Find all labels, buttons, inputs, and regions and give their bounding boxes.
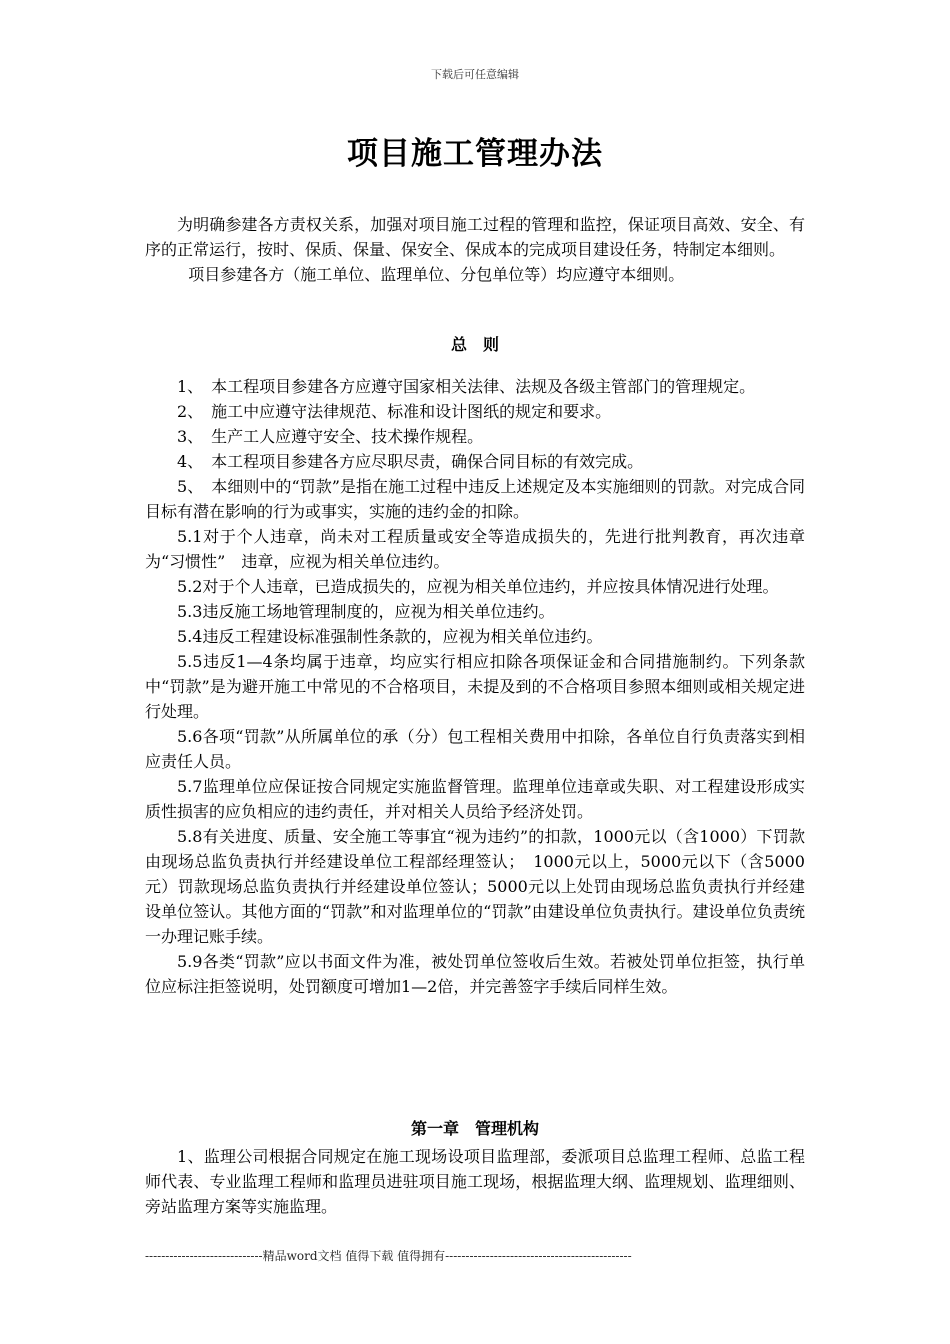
chapter1-heading: 第一章 管理机构 (410, 1119, 539, 1138)
page-title: 项目施工管理办法 (347, 136, 603, 172)
general-heading: 总 则 (450, 335, 499, 354)
intro-paragraph-1: 为明确参建各方责权关系，加强对项目施工过程的管理和监控，保证项目高效、安全、有序的正常运行，按时、保质、保量、保安全、保成本的完成项目建设任务，特制定本细则。 (145, 215, 805, 259)
rule-1: 1、 本工程项目参建各方应遵守国家相关法律、法规及各级主管部门的管理规定。 (177, 377, 756, 396)
chapter1-item-1: 1、监理公司根据合同规定在施工现场设项目监理部，委派项目总监理工程师、总监工程师代表、专业监理工程师和监理员进驻项目施工现场，根据监理大纲、监理规划、监理细则、旁站监理方案等实施监理。 (145, 1147, 805, 1216)
rule-5: 5、 本细则中的“罚款”是指在施工过程中违反上述规定及本实施细则的罚款。对完成合同目标有潜在影响的行为或事实，实施的违约金的扣除。 (145, 477, 805, 521)
rule-5-5: 5.5违反1—4条均属于违章，均应实行相应扣除各项保证金和合同措施制约。下列条款中“罚款”是为避开施工中常见的不合格项目，未提及到的不合格项目参照本细则或相关规定进行处理。 (145, 652, 805, 721)
general-rules (145, 374, 805, 999)
intro-paragraph-2: 项目参建各方（施工单位、监理单位、分包单位等）均应遵守本细则。 (188, 265, 685, 284)
rule-5-4: 5.4违反工程建设标准强制性条款的，应视为相关单位违约。 (177, 627, 603, 646)
rule-5-6: 5.6各项“罚款”从所属单位的承（分）包工程相关费用中扣除，各单位自行负责落实到相应责任人员。 (145, 727, 805, 771)
rule-2: 2、 施工中应遵守法律规范、标准和设计图纸的规定和要求。 (177, 402, 612, 421)
rule-5-8: 5.8有关进度、质量、安全施工等事宜“视为违约”的扣款，1000元以（含1000）下罚款由现场总监负责执行并经建设单位工程部经理签认； 1000元以上，5000元以下（含5000元）罚款现场总监负责执行并经建设单位签认；5000元以上处罚由现场总监负责执行并经建设单位签认。其他方面的“罚款”和对监理单位的“罚款”由建设单位负责执行。建设单位负责统一办理记账手续。 (145, 827, 805, 946)
rule-3: 3、 生产工人应遵守安全、技术操作规程。 (177, 427, 484, 446)
header-note: 下载后可任意编辑 (431, 68, 519, 81)
rule-4: 4、 本工程项目参建各方应尽职尽责，确保合同目标的有效完成。 (177, 452, 644, 471)
rule-5-9: 5.9各类“罚款”应以书面文件为准，被处罚单位签收后生效。若被处罚单位拒签，执行单位应标注拒签说明，处罚额度可增加1—2倍，并完善签字手续后同样生效。 (145, 952, 805, 996)
intro-section (145, 212, 805, 287)
rule-5-1: 5.1对于个人违章，尚未对工程质量或安全等造成损失的，先进行批判教育，再次违章为“习惯性” 违章，应视为相关单位违约。 (145, 527, 805, 571)
rule-5-2: 5.2对于个人违章，已造成损失的，应视为相关单位违约，并应按具体情况进行处理。 (177, 577, 779, 596)
footer-note: -----------------------------精品word文档 值得下载 值得拥有---------------------------------------------- (145, 1249, 632, 1263)
rule-5-3: 5.3违反施工场地管理制度的，应视为相关单位违约。 (177, 602, 555, 621)
chapter1-section (145, 1144, 805, 1219)
rule-5-7: 5.7监理单位应保证按合同规定实施监督管理。监理单位违章或失职、对工程建设形成实质性损害的应负相应的违约责任，并对相关人员给予经济处罚。 (145, 777, 805, 821)
